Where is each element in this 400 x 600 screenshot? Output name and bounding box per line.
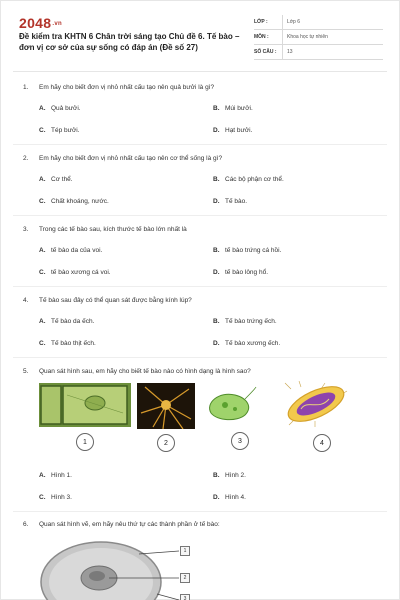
figure-badge: 3 xyxy=(231,432,249,450)
question-2 xyxy=(23,154,383,205)
question-text: 4. Tế bào sau đây có thể quan sát được bằng kính lúp? xyxy=(23,297,192,304)
option-a[interactable]: A. Hình 1. xyxy=(39,472,72,479)
meta-key: MÔN : xyxy=(254,34,269,40)
meta-row-count xyxy=(254,45,383,60)
meta-value: 13 xyxy=(282,45,383,59)
option-a[interactable]: A. Tế bào da ếch. xyxy=(39,318,95,325)
figure-badge: 4 xyxy=(313,434,331,452)
divider xyxy=(13,511,387,512)
option-a[interactable]: A. Quả bưởi. xyxy=(39,105,81,112)
plant-cell-image xyxy=(39,383,131,427)
question-text: 5. Quan sát hình sau, em hãy cho biết tế bào nào có hình dạng là hình sao? xyxy=(23,368,251,375)
diagram-label-box: 2 xyxy=(180,573,190,583)
divider xyxy=(13,215,387,216)
option-c[interactable]: C. Hình 3. xyxy=(39,494,72,501)
meta-key: LỚP : xyxy=(254,19,268,25)
option-d[interactable]: D. tế bào lông hổ. xyxy=(213,269,269,276)
option-d[interactable]: D. Tế bào. xyxy=(213,198,248,205)
question-text: 3. Trong các tế bào sau, kích thước tế bào lớn nhất là xyxy=(23,226,187,233)
neuron-cell-image xyxy=(137,383,195,429)
option-b[interactable]: B. Hình 2. xyxy=(213,472,246,479)
brand-logo[interactable]: 2048.vn xyxy=(19,15,62,31)
option-c[interactable]: C. Tép bưởi. xyxy=(39,127,80,134)
figure-badge: 1 xyxy=(76,433,94,451)
diagram-label-box: 1 xyxy=(180,546,190,556)
option-a[interactable]: A. Cơ thể. xyxy=(39,176,73,183)
option-d[interactable]: D. Hình 4. xyxy=(213,494,246,501)
option-c[interactable]: C. tế bào xương cá voi. xyxy=(39,269,111,276)
question-4 xyxy=(23,296,383,347)
question-text: 1. Em hãy cho biết đơn vị nhỏ nhất cấu tạo nên quả bưởi là gì? xyxy=(23,84,215,91)
question-1 xyxy=(23,83,383,134)
question-text: 2. Em hãy cho biết đơn vị nhỏ nhất cấu tạo nên cơ thể sống là gì? xyxy=(23,155,223,162)
question-5 xyxy=(23,367,383,507)
question-text: 6. Quan sát hình vẽ, em hãy nêu thứ tự các thành phần ở tế bào: xyxy=(23,521,220,528)
option-b[interactable]: B. Các bộ phận cơ thể. xyxy=(213,176,284,183)
meta-key: SỐ CÂU : xyxy=(254,49,277,55)
option-d[interactable]: D. Tế bào xương ếch. xyxy=(213,340,281,347)
option-c[interactable]: C. Chất khoáng, nước. xyxy=(39,198,109,205)
header-divider xyxy=(13,71,387,72)
divider xyxy=(13,286,387,287)
diagram-label-box: 3 xyxy=(180,594,190,600)
header xyxy=(19,15,383,63)
question-3 xyxy=(23,225,383,276)
option-c[interactable]: C. Tế bào thịt ếch. xyxy=(39,340,96,347)
question-6 xyxy=(23,520,383,600)
divider xyxy=(13,357,387,358)
meta-value: Lớp 6 xyxy=(282,15,383,29)
option-b[interactable]: B. Múi bưởi. xyxy=(213,105,253,112)
divider xyxy=(13,144,387,145)
option-d[interactable]: D. Hạt bưởi. xyxy=(213,127,253,134)
document-title: Đề kiểm tra KHTN 6 Chân trời sáng tạo Chủ đề 6. Tế bào – đơn vị cơ sở của sự sống có đáp án (Đề số 27) xyxy=(19,32,240,52)
meta-row-class xyxy=(254,15,383,30)
bacterium-cell-image xyxy=(281,381,351,427)
option-a[interactable]: A. tế bào da của voi. xyxy=(39,247,103,254)
option-b[interactable]: B. tế bào trứng cá hồi. xyxy=(213,247,282,254)
option-b[interactable]: B. Tế bào trứng ếch. xyxy=(213,318,277,325)
meta-table xyxy=(254,15,383,60)
meta-value: Khoa học tự nhiên xyxy=(282,30,383,44)
animal-cell-diagram xyxy=(39,534,189,600)
protist-cell-image xyxy=(201,385,257,425)
figure-badge: 2 xyxy=(157,434,175,452)
meta-row-subject xyxy=(254,30,383,45)
